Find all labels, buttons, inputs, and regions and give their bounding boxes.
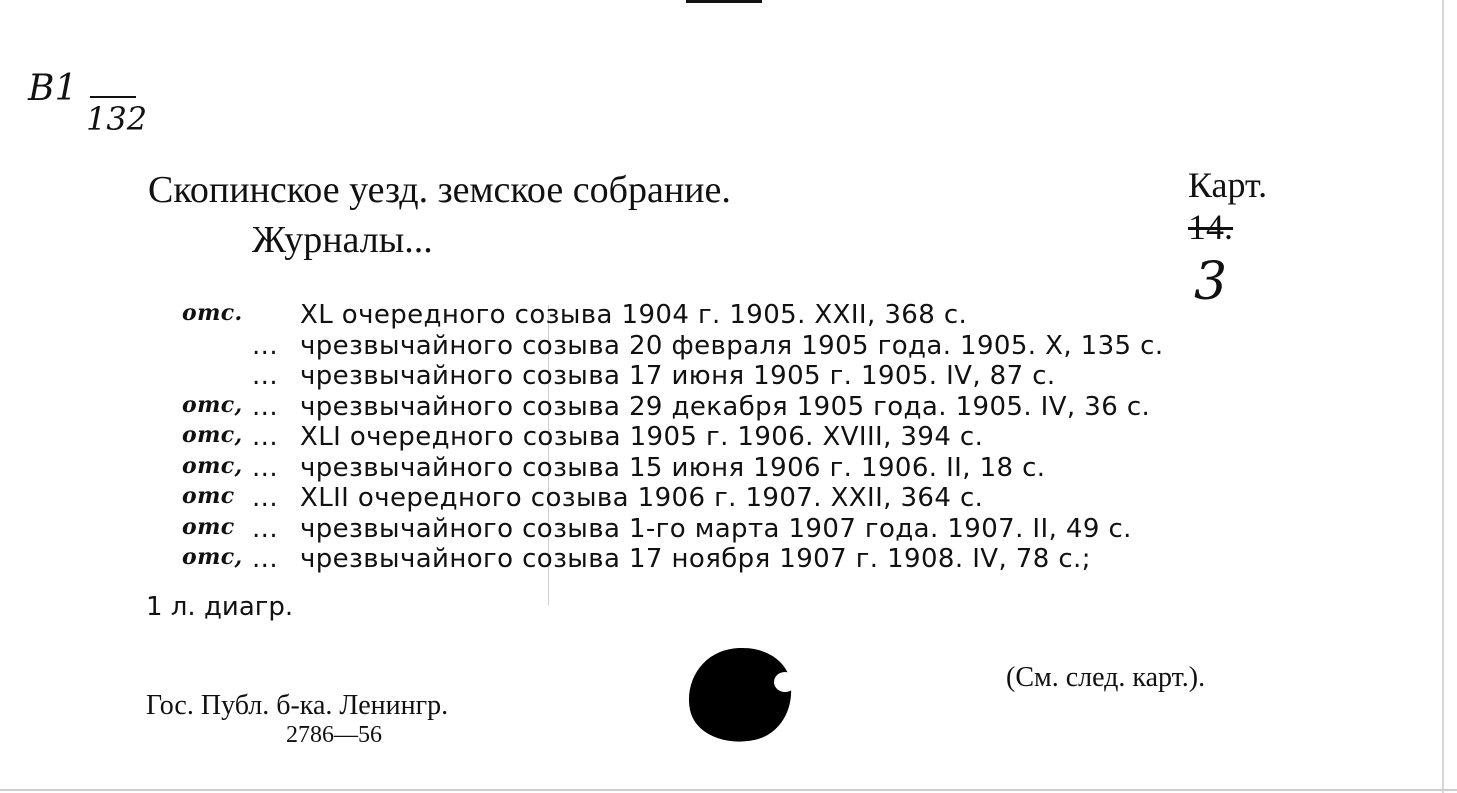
holding-mark: отс [182,483,235,509]
entry-text: чрезвычайного созыва 1-го марта 1907 года. 1907. II, 49 с. [300,513,1132,544]
entry-ellipsis: ... [252,330,278,361]
entry-text: XLII очередного созыва 1906 г. 1907. XXII, 364 с. [300,483,984,513]
entry-text: чрезвычайного созыва 29 декабря 1905 года. 1905. IV, 36 с. [300,391,1151,422]
holding-mark: отс, [182,422,243,448]
card-subheading: Журналы... [252,219,433,261]
scan-edge-bottom [0,789,1457,791]
shelfmark-bottom: 132 [86,100,148,138]
entry-ellipsis: ... [252,483,278,513]
entry-text: XLI очередного созыва 1905 г. 1906. XVIII, 394 с. [300,422,984,452]
entry-row [140,422,1320,453]
holding-mark: отс, [182,452,243,479]
entry-row [140,514,1320,545]
entry-row [140,361,1320,392]
entry-ellipsis: ... [252,452,278,483]
entry-row [140,300,1320,331]
ink-blot [679,638,800,752]
entry-row [140,331,1320,362]
card-number-struck: 14. [1188,207,1233,247]
shelfmark-rule [90,96,136,98]
holding-mark: отс, [182,544,243,570]
holding-mark: отс. [182,300,243,326]
entry-ellipsis: ... [252,391,278,422]
shelfmark-top: B1 [28,68,78,109]
entry-text: чрезвычайного созыва 15 июня 1906 г. 1906. II, 18 с. [300,452,1046,483]
entry-text: чрезвычайного созыва 17 июня 1905 г. 1905. IV, 87 с. [300,361,1056,391]
entry-row [140,392,1320,423]
card-heading: Скопинское уезд. земское собрание. [148,169,731,211]
entry-ellipsis: ... [252,513,278,544]
card-number-handwritten: 3 [1194,252,1228,312]
see-next-card: (См. след. карт.). [1006,662,1206,693]
holding-mark: отс, [182,391,243,418]
entry-text: XL очередного созыва 1904 г. 1905. XXII, 368 с. [300,300,968,330]
print-code: 2786—56 [286,722,382,748]
scan-edge-mark [686,0,762,3]
entry-continuation: 1 л. диагр. [146,592,294,622]
entry-list [140,300,1320,575]
scan-edge-right [1442,0,1444,793]
entry-ellipsis: ... [252,422,278,452]
entry-row [140,453,1320,484]
ink-blot-notch [774,672,796,692]
entry-ellipsis: ... [252,361,278,391]
library-stamp: Гос. Публ. б-ка. Ленингр. [146,690,449,721]
card-number-label: Карт. [1188,165,1268,205]
entry-ellipsis: ... [252,544,278,574]
entry-text: чрезвычайного созыва 20 февраля 1905 года. 1905. X, 135 с. [300,330,1164,361]
entry-row [140,544,1320,575]
holding-mark: отс [182,513,235,540]
entry-row [140,483,1320,514]
entry-text: чрезвычайного созыва 17 ноября 1907 г. 1908. IV, 78 с.; [300,544,1091,574]
